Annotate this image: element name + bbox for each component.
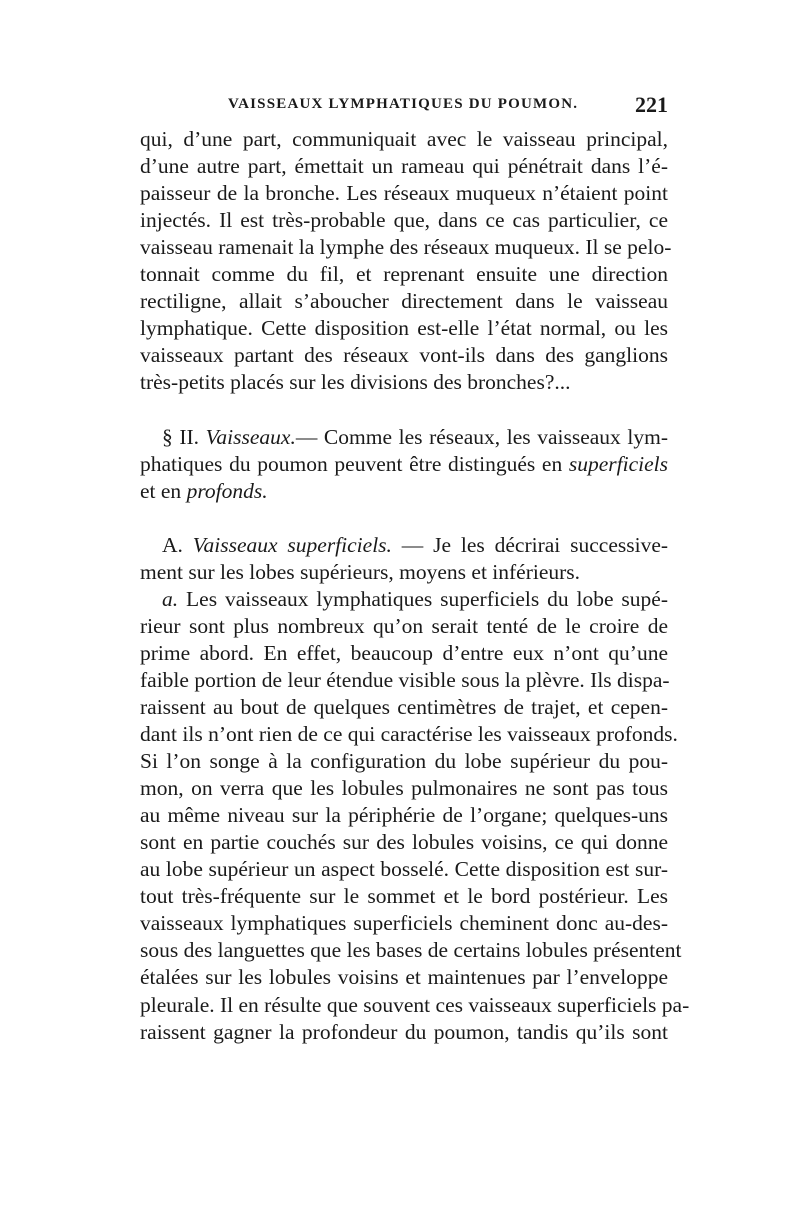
text-fragment: phatiques du poumon peuvent être distingués en <box>140 451 563 476</box>
text-line: tout très-fréquente sur le sommet et le bord postérieur. Les <box>140 884 668 909</box>
text-line: Si l’on songe à la configuration du lobe supérieur du pou- <box>140 749 668 774</box>
section-text: — Comme les réseaux, les vaisseaux lym- <box>295 424 668 449</box>
text-line: très-petits placés sur les divisions des bronches?... <box>140 370 571 395</box>
text-line <box>140 586 668 613</box>
text-line: raissent au bout de quelques centimètres de trajet, et cepen- <box>140 694 668 719</box>
page-header <box>140 92 668 122</box>
text-line: rieur sont plus nombreux qu’on serait tenté de le croire de <box>140 613 668 638</box>
text-line: rectiligne, allait s’aboucher directement dans le vaisseau <box>140 289 668 314</box>
text-fragment: Les vaisseaux lymphatiques superficiels du lobe supé- <box>186 586 668 611</box>
text-line: pleurale. Il en résulte que souvent ces vaisseaux superficiels pa- <box>140 992 690 1017</box>
text-line: mon, on verra que les lobules pulmonaires ne sont pas tous <box>140 776 668 801</box>
section-title: Vaisseaux. <box>205 424 296 449</box>
text-line: lymphatique. Cette disposition est-elle l’état normal, ou les <box>140 316 668 341</box>
text-line: vaisseau ramenait la lymphe des réseaux muqueux. Il se pelo- <box>140 235 672 260</box>
italic-term: profonds. <box>186 478 268 503</box>
text-line: ment sur les lobes supérieurs, moyens et inférieurs. <box>140 559 581 584</box>
subsection-letter: A. <box>162 532 183 557</box>
text-line <box>140 478 668 505</box>
section-number: § II. <box>162 424 200 449</box>
text-line: au même niveau sur la périphérie de l’organe; quelques-uns <box>140 803 668 828</box>
text-line: injectés. Il est très-probable que, dans ce cas particulier, ce <box>140 208 668 233</box>
text-fragment: — Je les décrirai successive- <box>401 532 669 557</box>
text-line: vaisseaux partant des réseaux vont-ils dans des ganglions <box>140 343 668 368</box>
text-fragment: et en <box>140 478 182 503</box>
running-title: VAISSEAUX LYMPHATIQUES DU POUMON. <box>228 96 579 112</box>
subsection-title: Vaisseaux superficiels. <box>192 532 392 557</box>
text-line: sous des languettes que les bases de certains lobules présentent <box>140 938 682 963</box>
section-heading-line <box>140 424 668 451</box>
text-line: tonnait comme du fil, et reprenant ensuite une direction <box>140 262 668 287</box>
text-line: dant ils n’ont rien de ce qui caractérise les vaisseaux profonds. <box>140 722 678 747</box>
paragraph-gap <box>140 505 668 532</box>
italic-term: superficiels <box>568 451 669 476</box>
page-number: 221 <box>635 92 668 117</box>
text-line: au lobe supérieur un aspect bosselé. Cette disposition est sur- <box>140 857 668 882</box>
text-line: sont en partie couchés sur des lobules voisins, ce qui donne <box>140 830 668 855</box>
text-line: étalées sur les lobules voisins et maintenues par l’enveloppe <box>140 965 668 990</box>
paragraph-gap <box>140 396 668 423</box>
body-text <box>140 126 690 1046</box>
paragraph-letter: a. <box>162 586 179 611</box>
text-line: paisseur de la bronche. Les réseaux muqueux n’étaient point <box>140 181 668 206</box>
text-line: d’une autre part, émettait un rameau qui pénétrait dans l’é- <box>140 154 668 179</box>
subsection-heading-line <box>140 532 668 559</box>
text-line: faible portion de leur étendue visible sous la plèvre. Ils dispa- <box>140 667 670 692</box>
text-line: prime abord. En effet, beaucoup d’entre eux n’ont qu’une <box>140 640 668 665</box>
text-line: raissent gagner la profondeur du poumon, tandis qu’ils sont <box>140 1019 668 1044</box>
text-line: qui, d’une part, communiquait avec le vaisseau principal, <box>140 127 668 151</box>
text-line: vaisseaux lymphatiques superficiels cheminent donc au-des- <box>140 911 668 936</box>
text-line <box>140 451 668 478</box>
